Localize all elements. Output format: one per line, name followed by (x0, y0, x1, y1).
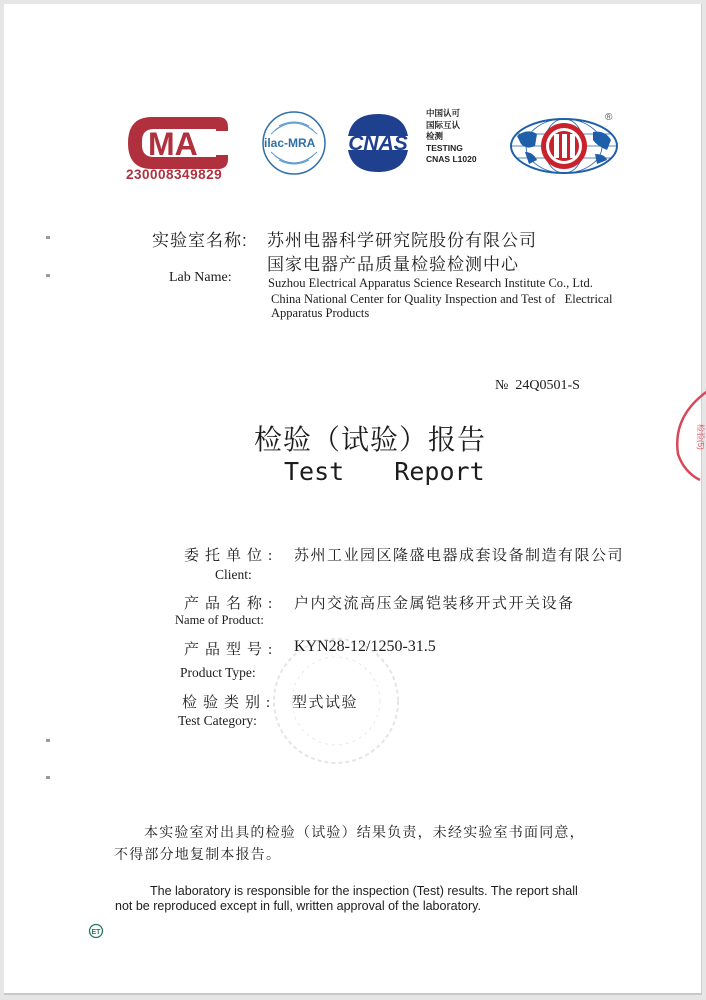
notice-cn-line-1: 本实验室对出具的检验（试验）结果负责，未经实验室书面同意， (144, 826, 585, 841)
lab-name-cn-2: 国家电器产品质量检验检测中心 (267, 255, 519, 274)
product-type-value: KYN28-12/1250-31.5 (294, 638, 436, 655)
report-cover-page (4, 4, 705, 995)
notice-cn-line-2: 不得部分地复制本报告。 (114, 848, 282, 863)
product-type-label-cn: 产品型号: (184, 642, 279, 658)
lab-name-cn-1: 苏州电器科学研究院股份有限公司 (267, 231, 537, 250)
cnas-text-line: 中国认可 (426, 108, 461, 118)
et-mark-icon (88, 923, 104, 939)
cnas-text-line: 检测 (426, 131, 444, 141)
cqc-globe-logo-icon (509, 116, 619, 176)
binding-mark (46, 776, 50, 779)
cnas-accreditation-text (426, 108, 477, 166)
report-number (495, 378, 580, 394)
cnas-text-line: CNAS L1020 (426, 154, 477, 164)
svg-text:MA: MA (148, 126, 198, 162)
svg-text:ET: ET (91, 929, 101, 936)
lab-name-label-en: Lab Name: (169, 270, 232, 285)
notice-en-line-2: not be reproduced except in full, written approval of the laboratory. (115, 899, 481, 913)
product-type-label-en: Product Type: (180, 665, 256, 680)
product-name-label-en: Name of Product: (175, 613, 264, 627)
product-name-label-cn: 产品名称: (184, 596, 279, 612)
ilac-mra-logo-icon (261, 108, 327, 178)
cma-number: 230008349829 (126, 167, 223, 182)
client-value: 苏州工业园区隆盛电器成套设备制造有限公司 (294, 548, 625, 564)
product-name-value: 户内交流高压金属铠装移开式开关设备 (294, 596, 575, 612)
svg-text:ilac-MRA: ilac-MRA (264, 136, 316, 150)
lab-name-label-cn: 实验室名称: (152, 231, 248, 250)
binding-mark (46, 236, 50, 239)
registered-mark: ® (605, 112, 613, 123)
report-number-value: 24Q0501-S (515, 378, 580, 393)
svg-text:CNAS: CNAS (348, 132, 408, 155)
cnas-text-line: 国际互认 (426, 119, 461, 130)
lab-name-en-3: Apparatus Products (271, 306, 370, 320)
test-category-label-cn: 检验类别: (182, 695, 277, 711)
svg-text:检验(5): 检验(5) (696, 424, 705, 450)
report-title-en: Test Report (284, 457, 485, 486)
notice-en-line-1: The laboratory is responsible for the inspection (Test) results. The report shall (150, 884, 578, 898)
binding-mark (46, 739, 50, 742)
cnas-text-line: TESTING (426, 142, 463, 153)
client-label-en: Client: (215, 567, 252, 582)
test-category-value: 型式试验 (292, 695, 359, 711)
report-title-cn: 检验（试验）报告 (254, 424, 487, 455)
lab-name-en-1: Suzhou Electrical Apparatus Science Research Institute Co., Ltd. (268, 276, 593, 290)
report-number-prefix: № (495, 378, 509, 393)
lab-name-en-2: China National Center for Quality Inspection and Test of Electrical (271, 292, 613, 306)
client-label-cn: 委托单位: (184, 548, 279, 564)
official-seal-stamp-icon (664, 384, 706, 484)
cnas-logo-icon (340, 112, 416, 174)
binding-mark (46, 274, 50, 277)
test-category-label-en: Test Category: (178, 713, 257, 728)
